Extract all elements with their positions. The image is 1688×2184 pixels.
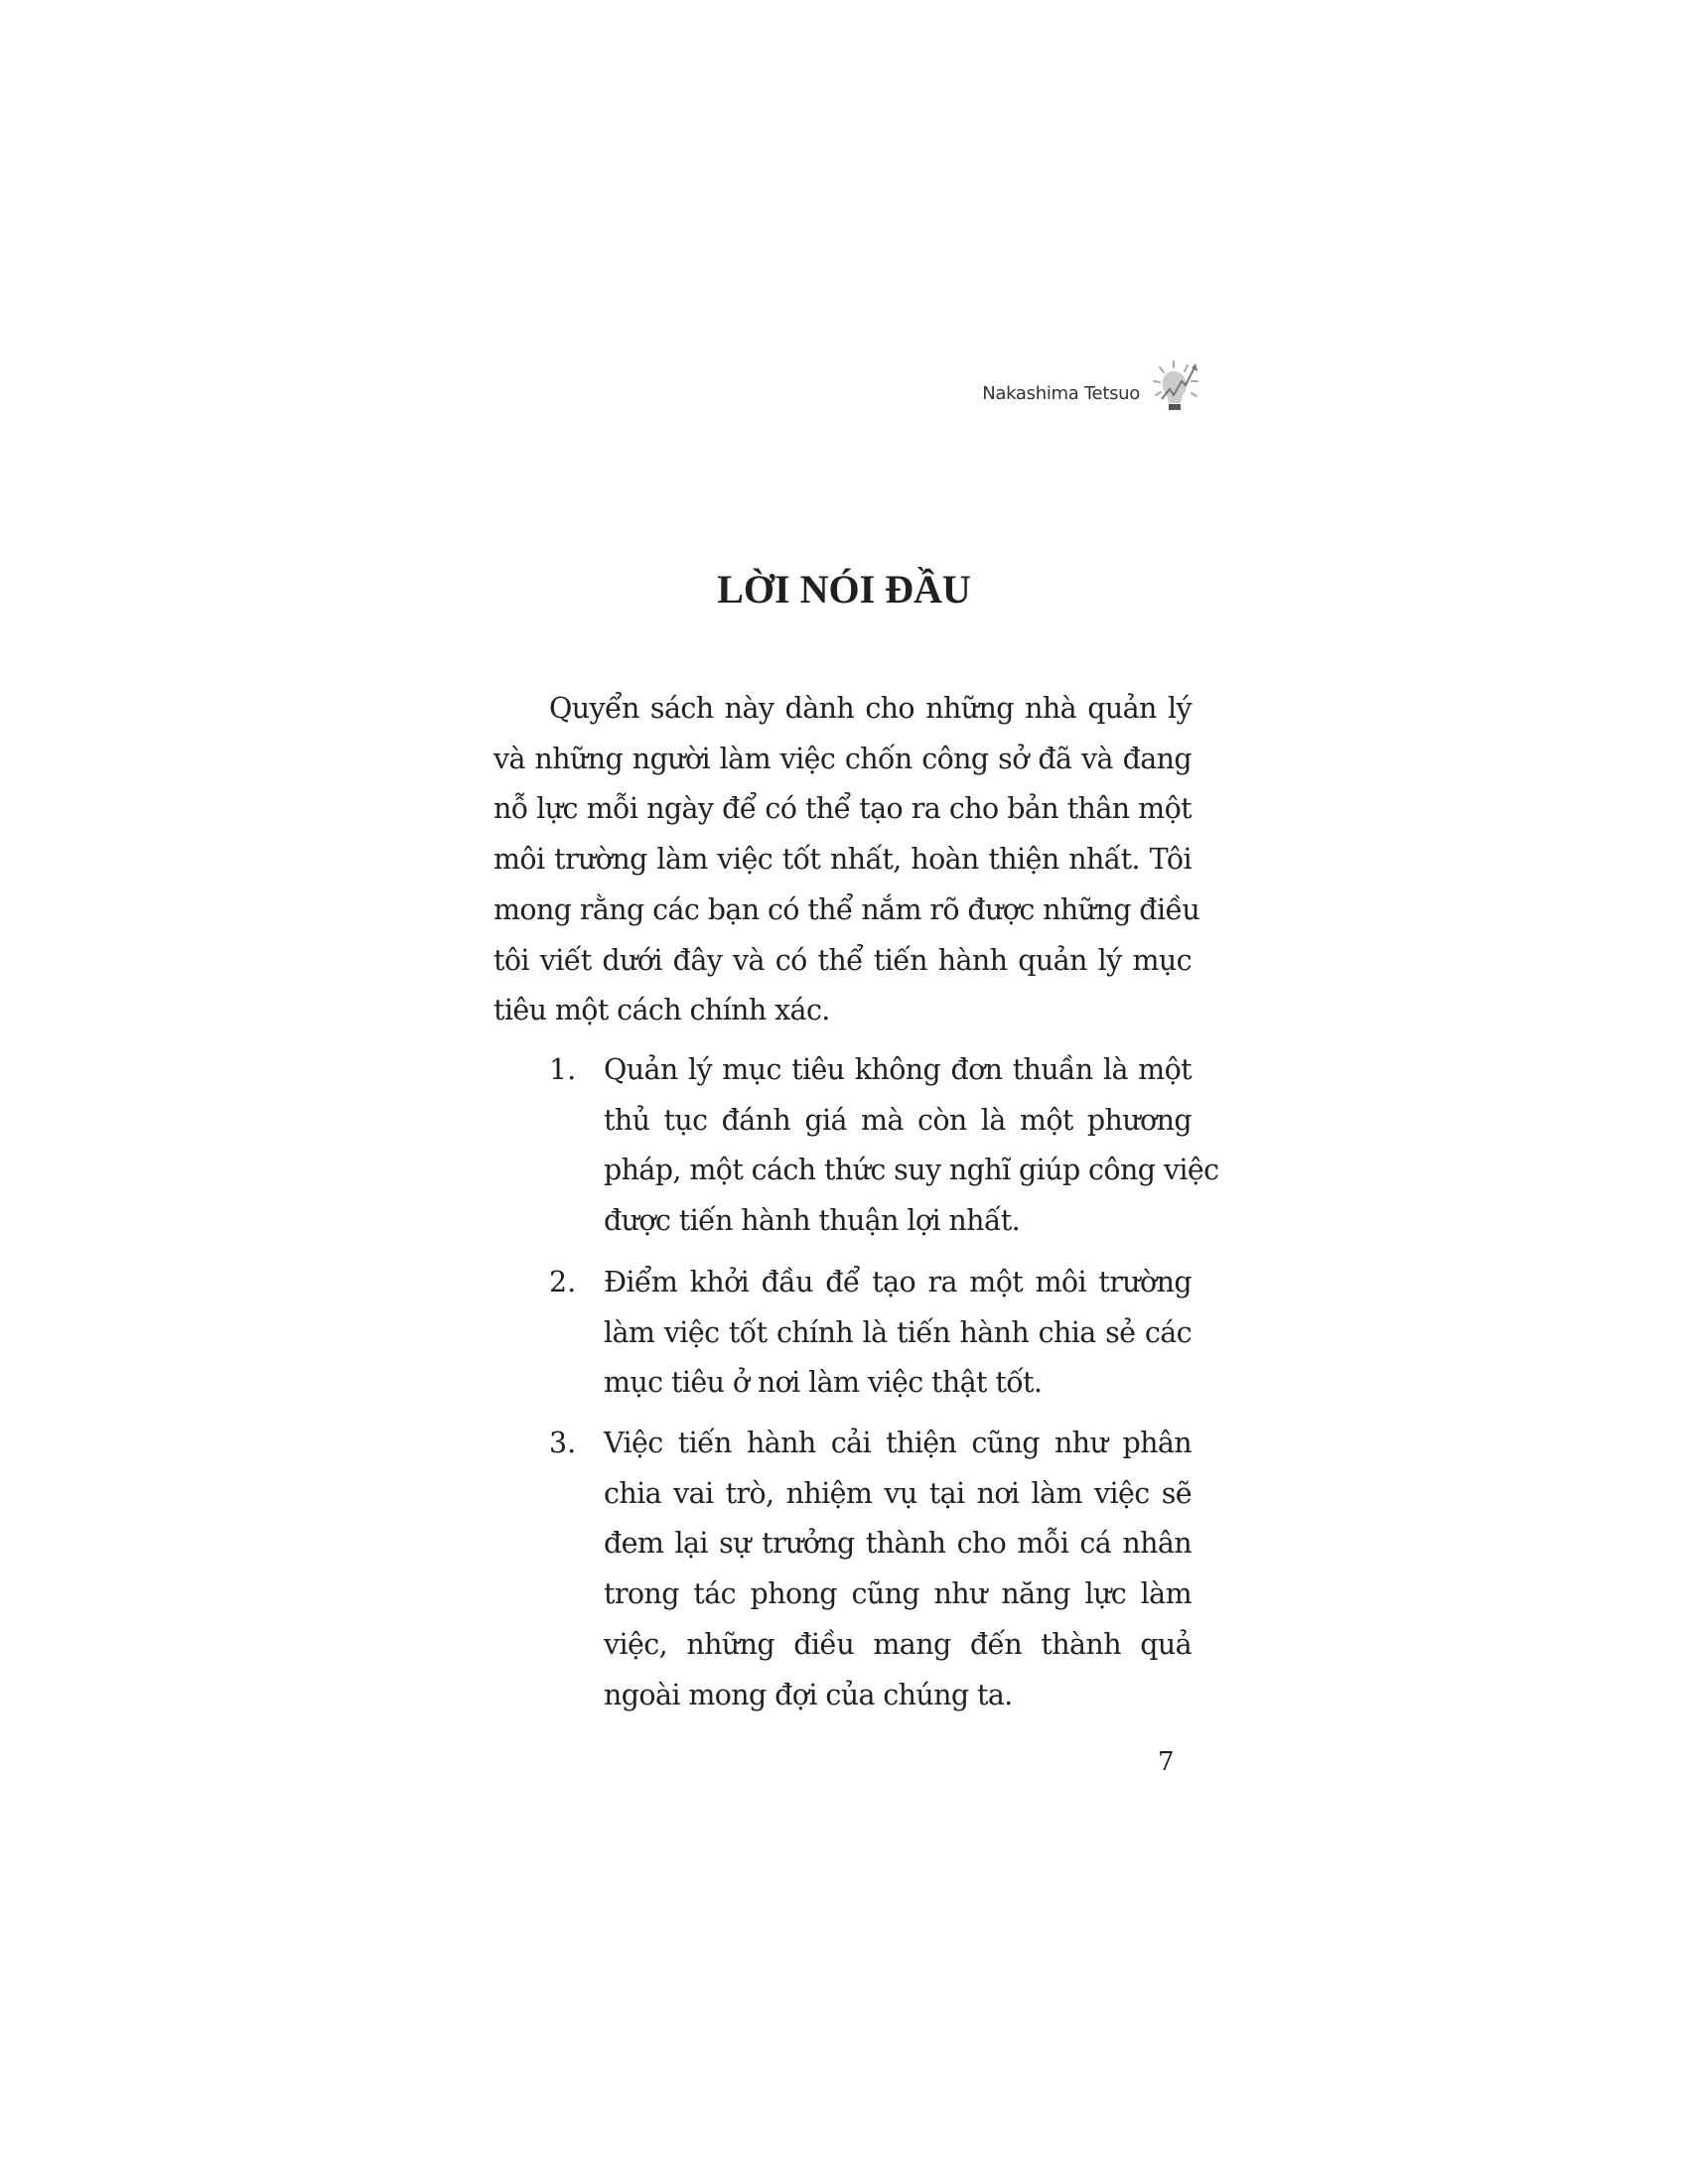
text-line: được tiến hành thuận lợi nhất. bbox=[604, 1204, 1021, 1238]
list-number: 2. bbox=[549, 1266, 577, 1298]
author-name: Nakashima Tetsuo bbox=[982, 383, 1140, 404]
list-number: 1. bbox=[549, 1053, 577, 1086]
text-line: thủ tục đánh giá mà còn là một phương bbox=[604, 1103, 1192, 1137]
text-line: làm việc tốt chính là tiến hành chia sẻ các bbox=[604, 1315, 1192, 1349]
text-line: trong tác phong cũng như năng lực làm bbox=[604, 1577, 1192, 1611]
text-line: Việc tiến hành cải thiện cũng như phân bbox=[604, 1427, 1192, 1459]
text-line: môi trường làm việc tốt nhất, hoàn thiện nhất. Tôi bbox=[493, 843, 1192, 877]
text-line: và những người làm việc chốn công sở đã và đang bbox=[493, 742, 1192, 775]
text-line: Quản lý mục tiêu không đơn thuần là một bbox=[604, 1053, 1192, 1086]
text-line: Điểm khởi đầu để tạo ra một môi trường bbox=[604, 1266, 1192, 1298]
text-line: tôi viết dưới đây và có thể tiến hành quản lý mục bbox=[493, 943, 1192, 977]
text-line: mục tiêu ở nơi làm việc thật tốt. bbox=[604, 1366, 1043, 1400]
lightbulb-chart-icon bbox=[1152, 359, 1201, 415]
text-line: mong rằng các bạn có thể nắm rõ được những điều bbox=[493, 892, 1200, 926]
chapter-title: LỜI NÓI ĐẦU bbox=[717, 567, 971, 612]
text-line: Quyển sách này dành cho những nhà quản lý bbox=[549, 692, 1192, 725]
text-line: đem lại sự trưởng thành cho mỗi cá nhân bbox=[604, 1527, 1192, 1561]
list-number: 3. bbox=[549, 1427, 577, 1459]
text-line: chia vai trò, nhiệm vụ tại nơi làm việc sẽ bbox=[604, 1476, 1192, 1510]
text-line: việc, những điều mang đến thành quả bbox=[604, 1627, 1192, 1661]
text-line: pháp, một cách thức suy nghĩ giúp công việc bbox=[604, 1154, 1219, 1187]
page-number: 7 bbox=[1158, 1747, 1175, 1777]
text-line: tiêu một cách chính xác. bbox=[493, 994, 830, 1027]
text-line: nỗ lực mỗi ngày để có thể tạo ra cho bản thân một bbox=[493, 792, 1192, 826]
text-line: ngoài mong đợi của chúng ta. bbox=[604, 1678, 1013, 1711]
